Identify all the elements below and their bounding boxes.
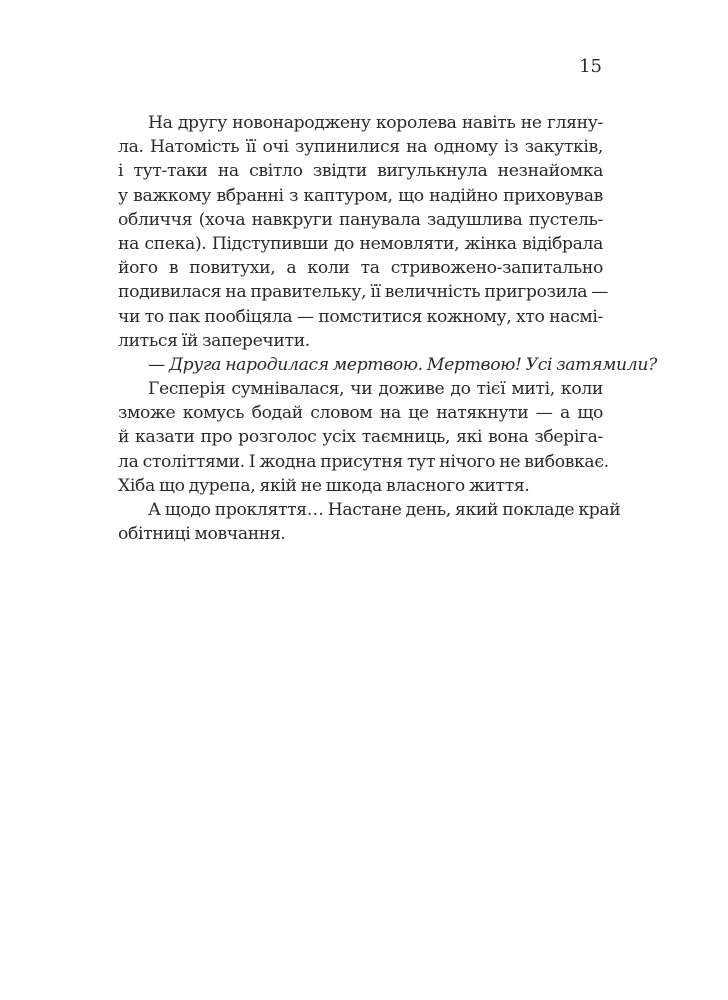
text-line: зможе комусь бодай словом на це натякнути — а що [118, 403, 603, 424]
text-line: обітниці мовчання. [118, 524, 286, 545]
text-line: — Друга народилася мертвою. Мертвою! Усі затямили? [148, 354, 657, 375]
text-line: у важкому вбранні з каптуром, що надійно приховував [118, 185, 603, 206]
text-line: на спека). Підступивши до немовляти, жінка відібрала [118, 233, 603, 254]
text-line: й казати про розголос усіх таємниць, які вона зберіга- [118, 427, 603, 448]
page-number: 15 [579, 56, 602, 77]
text-line: подивилася на правительку, її величність пригрозила — [118, 282, 609, 303]
text-line: А щодо прокляття… Настане день, який покладе край [148, 500, 621, 520]
text-line: литься їй заперечити. [118, 330, 310, 351]
text-line: і тут-таки на світло звідти вигулькнула незнайомка [118, 161, 603, 182]
text-line: Гесперія сумнівалася, чи доживе до тієї миті, коли [148, 379, 603, 400]
text-line: Хіба що дурепа, якій не шкода власного життя. [118, 475, 530, 496]
text-line: ла. Натомість її очі зупинилися на одному із закутків, [118, 137, 603, 158]
text-line: його в повитухи, а коли та стривожено-запитально [118, 258, 603, 279]
text-line: ла століттями. І жодна присутня тут нічого не вибовкає. [118, 451, 609, 472]
text-line: На другу новонароджену королева навіть не гляну- [148, 113, 603, 133]
text-line: чи то пак пообіцяла — помститися кожному, хто насмі- [118, 306, 603, 327]
body-text [118, 111, 657, 546]
text-line: обличчя (хоча навкруги панувала задушлива пустель- [118, 209, 603, 230]
